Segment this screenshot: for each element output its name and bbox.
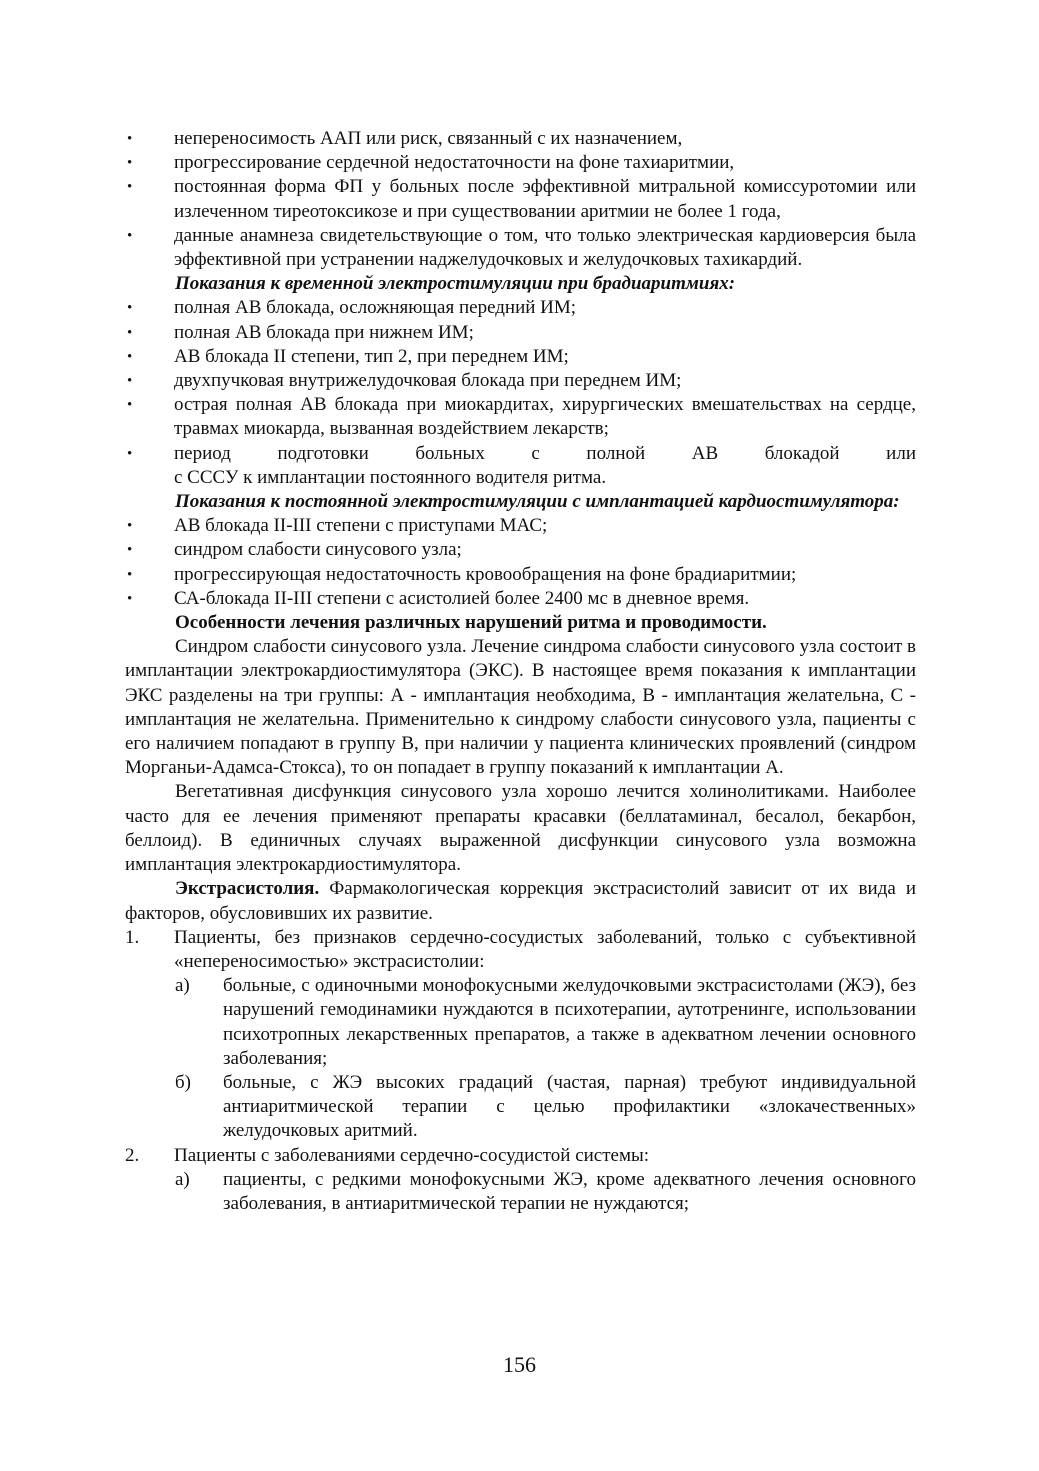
section-heading: Показания к постоянной электростимуляции с имплантацией кардиостимулятора: — [175, 491, 900, 513]
item-letter: а) — [175, 1168, 190, 1190]
paragraph: Вегетативная дисфункция синусового узла хорошо лечится холинолитиками. Наиболее часто для ее лечения применяют препараты красавки (беллатаминал, бесалол, бекарбон, беллоид). В единичных случаях выраженной дисфункции синусового узла возможна имплантация электрокардиостимулятора. — [125, 781, 916, 876]
section-heading: Особенности лечения различных нарушений ритма и проводимости. — [175, 612, 767, 634]
bullet: • — [127, 131, 133, 147]
item-letter: б) — [175, 1071, 191, 1093]
bullet: • — [127, 179, 133, 196]
list-item: • данные анамнеза свидетельствующие о том, что только электрическая кардиоверсия была эффективной при устранении наджелудочковых и желудочковых тахикардий. — [125, 224, 916, 272]
bullet: • — [127, 566, 133, 583]
numbered-item: 1. Пациенты, без признаков сердечно-сосудистых заболеваний, только с субъективной «непереносимостью» экстрасистолии: — [125, 926, 916, 974]
paragraph: Экстрасистолия. Фармакологическая коррекция экстрасистолий зависит от их вида и факторов, обусловивших их развитие. — [125, 878, 916, 924]
bullet: • — [127, 397, 133, 414]
list-item: • полная АВ блокада, осложняющая передний ИМ; — [125, 296, 916, 320]
bullet: • — [127, 590, 133, 607]
bullet: • — [127, 155, 133, 172]
bullet: • — [127, 542, 133, 559]
list-item: • СА-блокада II-III степени с асистолией более 2400 мс в дневное время. — [125, 587, 916, 611]
list-item-line: период подготовки больных с полной АВ блокадой или — [174, 442, 916, 464]
list-item: • прогрессирующая недостаточность кровообращения на фоне брадиаритмии; — [125, 563, 916, 587]
bullet: • — [127, 373, 133, 390]
bullet: • — [127, 227, 133, 244]
list-item: • синдром слабости синусового узла; — [125, 538, 916, 562]
list-item-line: с СССУ к имплантации постоянного водителя ритма. — [174, 466, 607, 488]
bullet: • — [127, 518, 133, 535]
item-number: 1. — [125, 926, 140, 948]
sub-item: а) больные, с одиночными монофокусными желудочковыми экстрасистолами (ЖЭ), без нарушений гемодинамики нуждаются в психотерапии, аутотренинге, использовании психотропных лекарственных препаратов, а также в адекватном лечении основного заболевания; — [125, 974, 916, 1071]
bullet: • — [127, 445, 133, 462]
item-number: 2. — [125, 1144, 140, 1166]
paragraph: Синдром слабости синусового узла. Лечение синдрома слабости синусового узла состоит в имплантации электрокардиостимулятора (ЭКС). В настоящее время показания к имплантации ЭКС разделены на три группы: А - имплантация необходима, В - имплантация желательна, С - имплантация не желательна. Применительно к синдрому слабости синусового узла, пациенты с его наличием попадают в группу В, при наличии у пациента клинических проявлений (синдром Морганьи-Адамса-Стокса), то он попадает в группу показаний к имплантации А. — [125, 636, 916, 779]
list-item: • двухпучковая внутрижелудочковая блокада при переднем ИМ; — [125, 369, 916, 393]
paragraph-lead: Экстрасистолия. — [175, 878, 320, 900]
list-item: • АВ блокада II степени, тип 2, при переднем ИМ; — [125, 345, 916, 369]
item-letter: а) — [175, 975, 190, 997]
numbered-item: 2. Пациенты с заболеваниями сердечно-сосудистой системы: — [125, 1144, 916, 1168]
list-item — [125, 442, 916, 490]
bullet: • — [127, 300, 133, 317]
list-item: • прогрессирование сердечной недостаточности на фоне тахиаритмии, — [125, 151, 916, 175]
list-item: • постоянная форма ФП у больных после эффективной митральной комиссуротомии или излеченном тиреотоксикозе и при существовании аритмии не более 1 года, — [125, 175, 916, 223]
list-item: • АВ блокада II-III степени с приступами МАС; — [125, 514, 916, 538]
sub-item: б) больные, с ЖЭ высоких градаций (частая, парная) требуют индивидуальной антиаритмической терапии с целью профилактики «злокачественных» желудочковых аритмий. — [125, 1071, 916, 1144]
page-number: 156 — [503, 1352, 536, 1377]
section-heading: Показания к временной электростимуляции при брадиаритмиях: — [175, 273, 736, 295]
list-item: • непереносимость ААП или риск, связанный с их назначением, — [125, 127, 916, 151]
bullet: • — [127, 348, 133, 365]
sub-item: а) пациенты, с редкими монофокусными ЖЭ, кроме адекватного лечения основного заболевания, в антиаритмической терапии не нуждаются; — [125, 1168, 916, 1216]
document-page — [125, 127, 916, 1216]
bullet: • — [127, 324, 133, 341]
list-item: • острая полная АВ блокада при миокардитах, хирургических вмешательствах на сердце, травмах миокарда, вызванная воздействием лекарств; — [125, 393, 916, 441]
list-item: • полная АВ блокада при нижнем ИМ; — [125, 321, 916, 345]
